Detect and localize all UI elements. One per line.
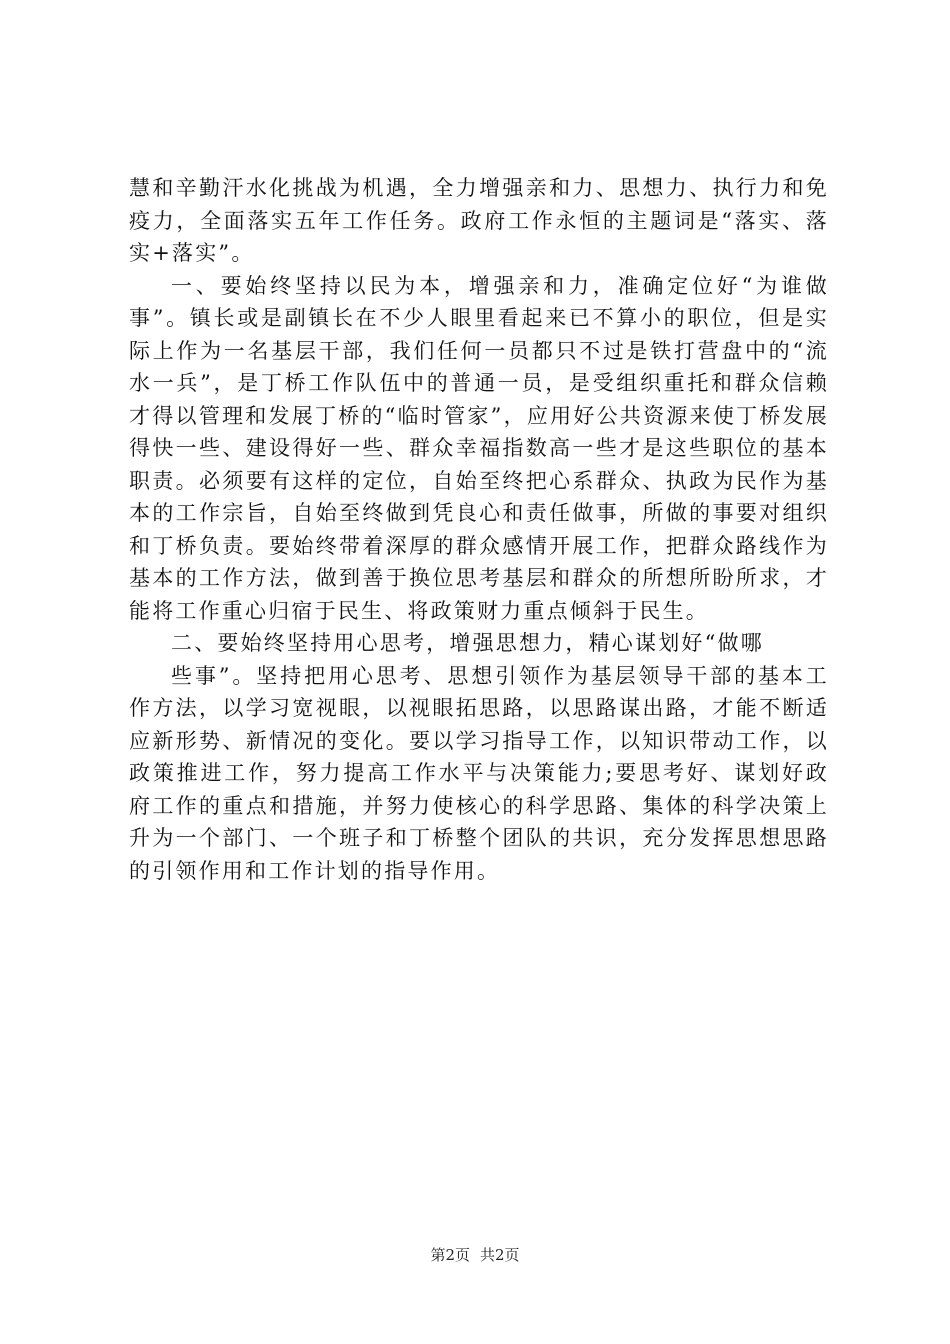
page-footer: [0, 1245, 950, 1265]
page-total: 共2页: [480, 1246, 520, 1264]
page-number: 第2页: [430, 1246, 470, 1264]
paragraph-section-two-body: 些事”。坚持把用心思考、思想引领作为基层领导干部的基本工作方法，以学习宽视眼，以视眼拓思路，以思路谋出路，才能不断适应新形势、新情况的变化。要以学习指导工作，以知识带动工作，以政策推进工作，努力提高工作水平与决策能力;要思考好、谋划好政府工作的重点和措施，并努力使核心的科学思路、集体的科学决策上升为一个部门、一个班子和丁桥整个团队的共识，充分发挥思想思路的引领作用和工作计划的指导作用。: [129, 663, 829, 883]
document-body: [129, 172, 829, 887]
paragraph-continuation: 慧和辛勤汗水化挑战为机遇，全力增强亲和力、思想力、执行力和免疫力，全面落实五年工作任务。政府工作永恒的主题词是“落实、落实+落实”。: [129, 176, 829, 265]
paragraph-section-two-heading: 二、要始终坚持用心思考，增强思想力，精心谋划好“做哪: [171, 631, 764, 655]
paragraph-section-one: 一、要始终坚持以民为本，增强亲和力，准确定位好“为谁做事”。镇长或是副镇长在不少人眼里看起来已不算小的职位，但是实际上作为一名基层干部，我们任何一员都只不过是铁打营盘中的“流水一兵”，是丁桥工作队伍中的普通一员，是受组织重托和群众信赖才得以管理和发展丁桥的“临时管家”，应用好公共资源来使丁桥发展得快一些、建设得好一些、群众幸福指数高一些才是这些职位的基本职责。必须要有这样的定位，自始至终把心系群众、执政为民作为基本的工作宗旨，自始至终做到凭良心和责任做事，所做的事要对组织和丁桥负责。要始终带着深厚的群众感情开展工作，把群众路线作为基本的工作方法，做到善于换位思考基层和群众的所想所盼所求，才能将工作重心归宿于民生、将政策财力重点倾斜于民生。: [129, 273, 829, 623]
